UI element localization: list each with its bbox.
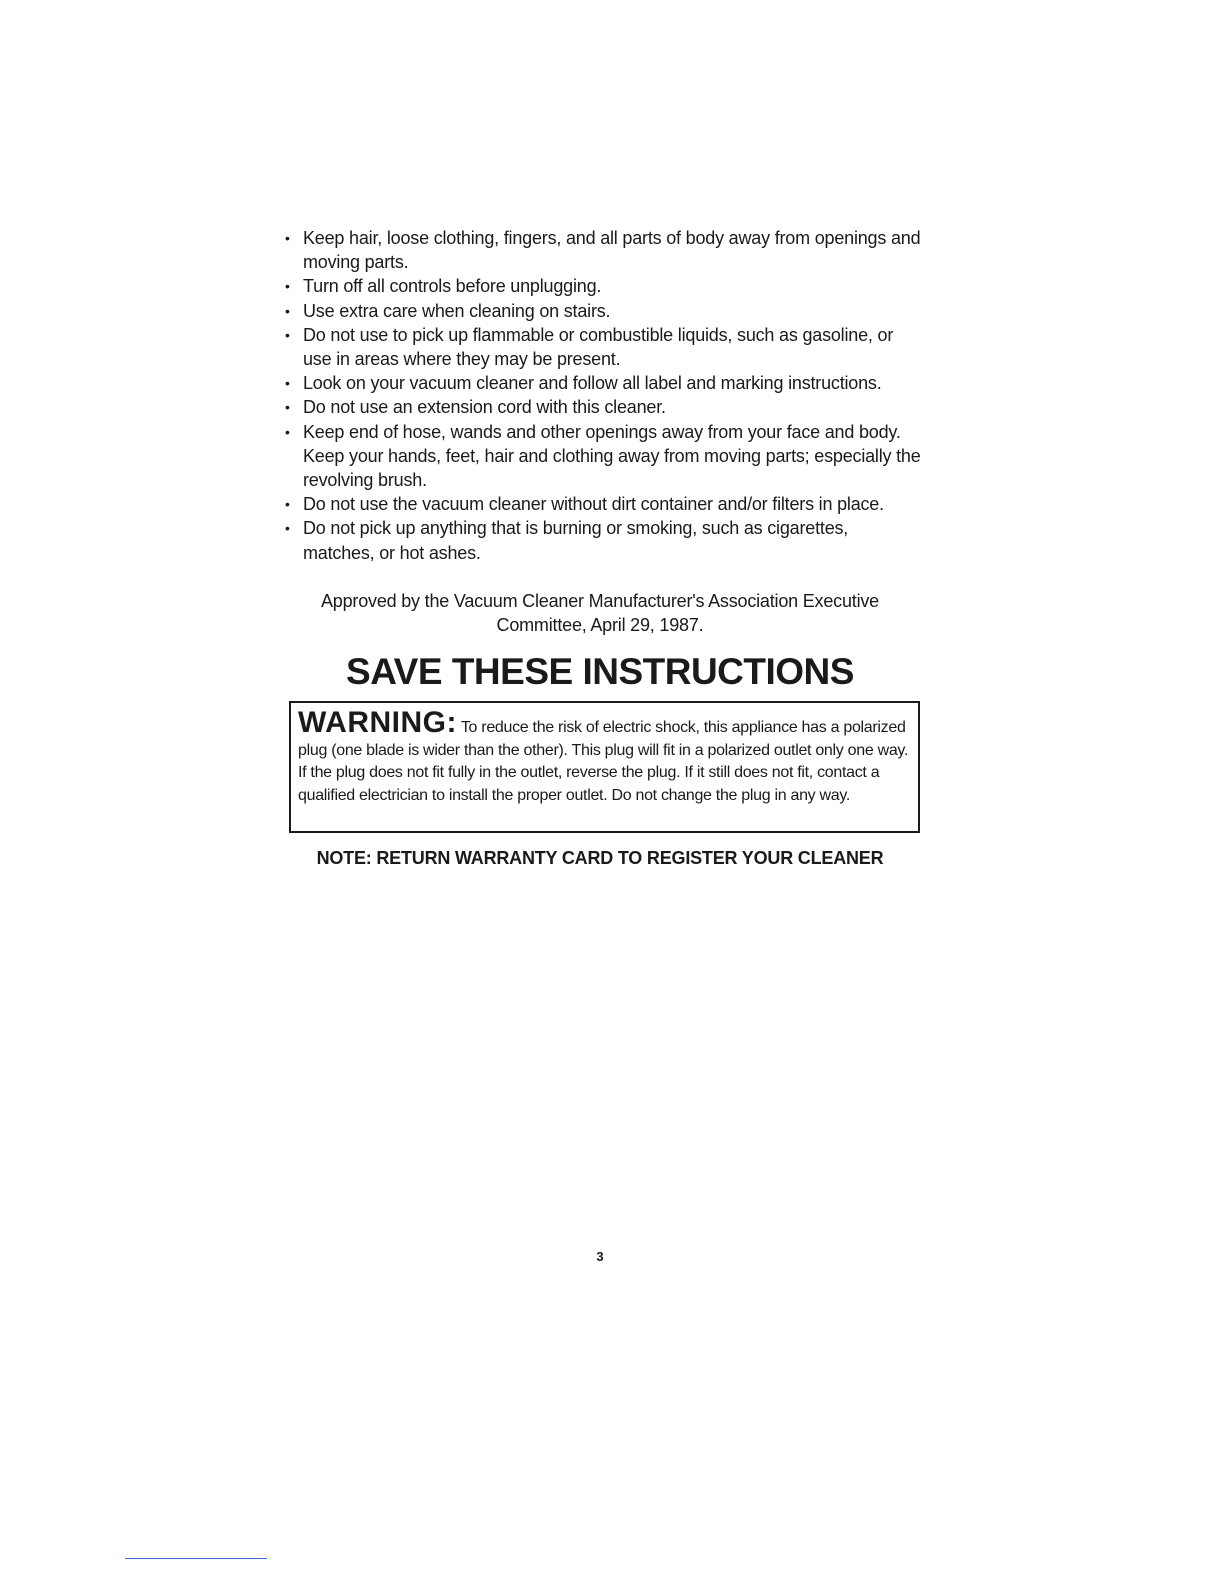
list-item: [282, 323, 922, 371]
bullet-icon: •: [285, 399, 290, 416]
list-item: [282, 395, 922, 419]
list-item: [282, 516, 922, 564]
warning-label: WARNING:: [298, 706, 457, 739]
scan-artifact-line: [125, 1558, 267, 1559]
list-item-text: Do not use to pick up flammable or combustible liquids, such as gasoline, or use in areas where they may be present.: [303, 324, 894, 370]
approval-statement: [300, 589, 900, 637]
bullet-icon: •: [285, 423, 290, 440]
list-item-text: Turn off all controls before unplugging.: [303, 276, 602, 297]
approval-line-1: Approved by the Vacuum Cleaner Manufacturer's Association Executive: [320, 591, 879, 611]
list-item-text: Keep end of hose, wands and other openings away from your face and body. Keep your hands, feet, hair and clothing away from moving parts; especially the revolving brush.: [303, 421, 921, 491]
bullet-icon: •: [285, 520, 290, 537]
page-number: 3: [596, 1249, 604, 1264]
list-item: [282, 420, 922, 493]
bullet-icon: •: [285, 302, 290, 319]
list-item-text: Use extra care when cleaning on stairs.: [303, 300, 611, 321]
list-item: [282, 226, 922, 274]
list-item-text: Keep hair, loose clothing, fingers, and all parts of body away from openings and moving parts.: [303, 228, 921, 273]
bullet-icon: •: [285, 230, 290, 246]
approval-line-2: Committee, April 29, 1987.: [496, 615, 704, 635]
warning-box: [289, 701, 920, 833]
list-item: [282, 274, 922, 298]
bullet-icon: •: [285, 496, 290, 513]
list-item: [282, 492, 922, 516]
safety-instructions-list: [282, 226, 922, 565]
list-item-text: Do not use an extension cord with this cleaner.: [303, 397, 666, 418]
warning-text: To reduce the risk of electric shock, this appliance has a polarized plug (one blade is wider than the other). This plug will fit in a polarized outlet only one way. If the plug does not fit fully in the outlet, reverse the plug. If it still does not fit, contact a qualified electrician to install the proper outlet. Do not change the plug in any way.: [298, 719, 909, 804]
list-item-text: Look on your vacuum cleaner and follow all label and marking instructions.: [303, 373, 882, 394]
list-item-text: Do not use the vacuum cleaner without dirt container and/or filters in place.: [303, 494, 884, 515]
list-item: [282, 299, 922, 323]
list-item-text: Do not pick up anything that is burning or smoking, such as cigarettes, matches, or hot ashes.: [303, 518, 849, 563]
bullet-icon: •: [285, 278, 290, 295]
list-item: [282, 371, 922, 395]
warranty-note: NOTE: RETURN WARRANTY CARD TO REGISTER YOUR CLEANER: [316, 848, 884, 868]
save-instructions-heading: SAVE THESE INSTRUCTIONS: [346, 651, 854, 692]
bullet-icon: •: [285, 375, 290, 392]
bullet-icon: •: [285, 326, 290, 343]
